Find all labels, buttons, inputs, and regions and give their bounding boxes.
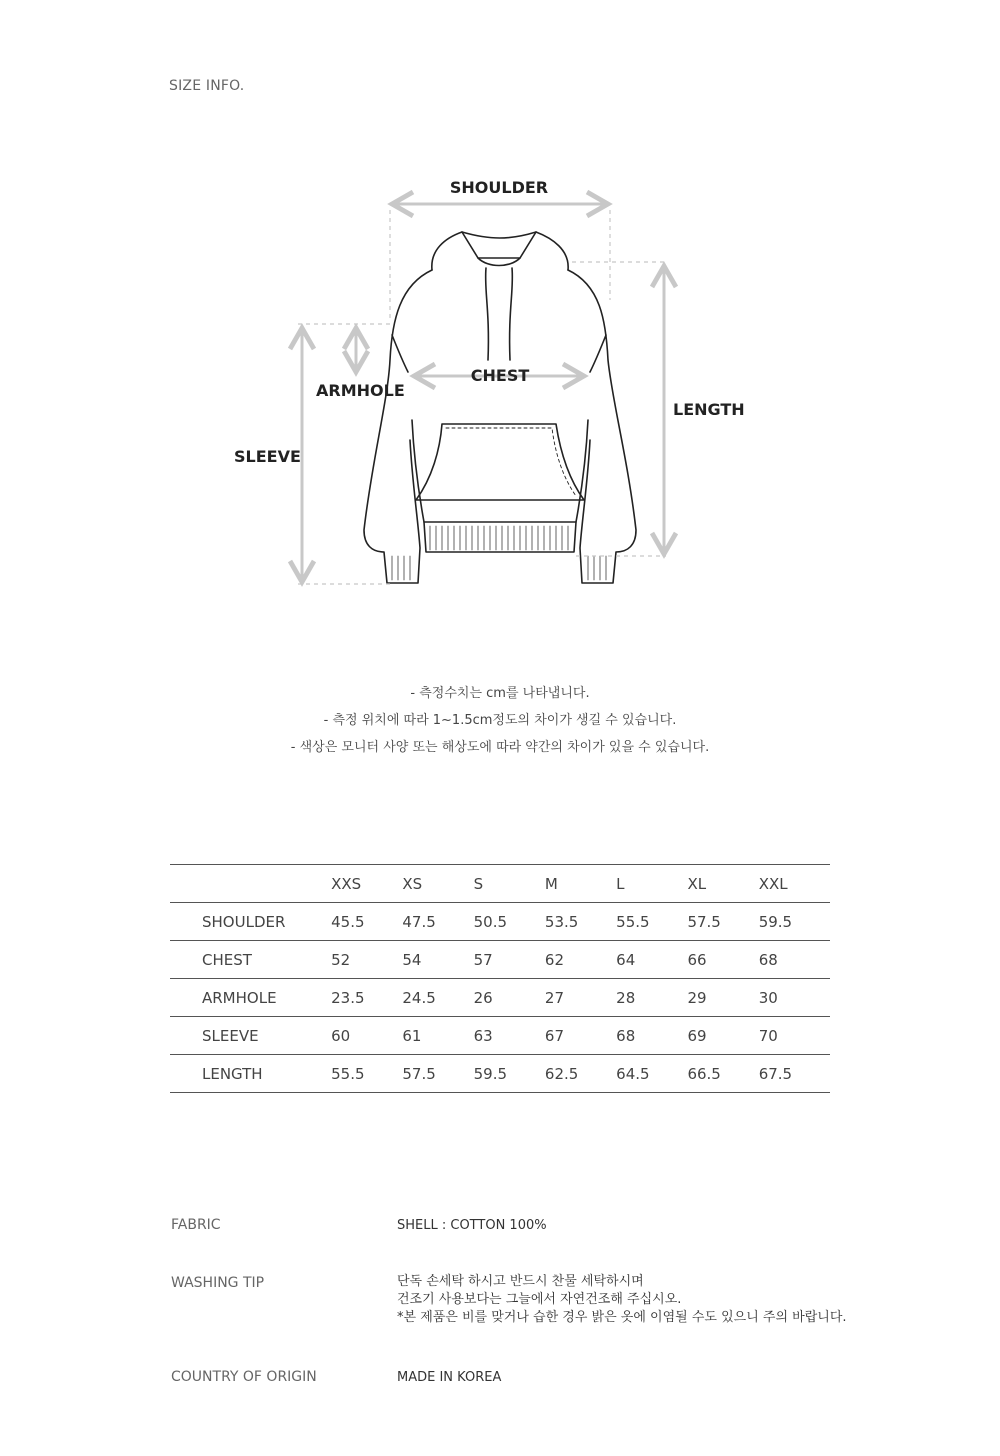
table-cell: 62.5 bbox=[544, 1064, 579, 1083]
origin-label: COUNTRY OF ORIGIN bbox=[171, 1369, 317, 1385]
row-label: SLEEVE bbox=[202, 1026, 259, 1045]
note-line: - 측정 위치에 따라 1~1.5cm정도의 차이가 생길 수 있습니다. bbox=[323, 713, 677, 728]
header-cell: M bbox=[544, 874, 558, 893]
table-cell: 63 bbox=[473, 1026, 493, 1045]
table-cell: 68 bbox=[758, 950, 778, 969]
table-row bbox=[170, 1017, 830, 1055]
table-cell: 28 bbox=[616, 988, 636, 1007]
fabric-value: SHELL : COTTON 100% bbox=[397, 1218, 547, 1233]
header-cell: XXL bbox=[758, 874, 788, 893]
header-cell: XXS bbox=[331, 874, 362, 893]
table-cell: 64.5 bbox=[616, 1064, 650, 1083]
header-cell: XL bbox=[687, 874, 707, 893]
armhole-label: ARMHOLE bbox=[316, 381, 405, 400]
row-label: LENGTH bbox=[202, 1064, 263, 1083]
table-cell: 59.5 bbox=[473, 1064, 508, 1083]
table-cell: 64 bbox=[616, 950, 636, 969]
header-cell bbox=[170, 865, 331, 903]
table-cell: 60 bbox=[331, 1026, 351, 1045]
table-cell: 27 bbox=[544, 988, 564, 1007]
header-cell: S bbox=[473, 874, 484, 893]
table-cell: 61 bbox=[402, 1026, 422, 1045]
row-label: SHOULDER bbox=[202, 912, 286, 931]
fabric-label: FABRIC bbox=[171, 1217, 221, 1233]
note-line: - 색상은 모니터 사양 또는 해상도에 따라 약간의 차이가 있을 수 있습니다. bbox=[290, 740, 710, 755]
table-cell: 47.5 bbox=[402, 912, 436, 931]
washing-tip-text bbox=[397, 1273, 847, 1327]
table-cell: 57.5 bbox=[402, 1064, 436, 1083]
table-cell: 45.5 bbox=[331, 912, 365, 931]
table-cell: 70 bbox=[758, 1026, 778, 1045]
table-cell: 24.5 bbox=[402, 988, 436, 1007]
table-cell: 68 bbox=[616, 1026, 636, 1045]
table-row bbox=[170, 979, 830, 1017]
washing-tip-line: *본 제품은 비를 맞거나 습한 경우 밝은 옷에 이염될 수도 있으니 주의 바랍니다. bbox=[397, 1310, 847, 1325]
origin-value: MADE IN KOREA bbox=[397, 1370, 502, 1385]
table-cell: 59.5 bbox=[758, 912, 793, 931]
size-table-header bbox=[170, 865, 830, 903]
row-label: ARMHOLE bbox=[202, 988, 277, 1007]
table-cell: 69 bbox=[687, 1026, 707, 1045]
hoodie-measurement-diagram bbox=[0, 160, 1000, 600]
table-cell: 26 bbox=[473, 988, 493, 1007]
section-title: SIZE INFO. bbox=[169, 78, 245, 94]
chest-label: CHEST bbox=[470, 366, 530, 385]
table-row bbox=[170, 903, 830, 941]
table-cell: 52 bbox=[331, 950, 351, 969]
washing-tip-line: 건조기 사용보다는 그늘에서 자연건조해 주십시오. bbox=[397, 1292, 682, 1307]
table-cell: 30 bbox=[758, 988, 778, 1007]
header-cell: XS bbox=[402, 874, 423, 893]
hoodie-illustration bbox=[364, 232, 636, 583]
shoulder-label: SHOULDER bbox=[449, 178, 549, 197]
size-table bbox=[170, 864, 830, 1093]
table-cell: 62 bbox=[544, 950, 564, 969]
table-cell: 55.5 bbox=[331, 1064, 365, 1083]
table-row bbox=[170, 1055, 830, 1093]
row-label: CHEST bbox=[202, 950, 252, 969]
sleeve-label: SLEEVE bbox=[234, 447, 301, 466]
table-cell: 67.5 bbox=[758, 1064, 793, 1083]
table-cell: 57.5 bbox=[687, 912, 721, 931]
table-cell: 67 bbox=[544, 1026, 564, 1045]
table-cell: 53.5 bbox=[544, 912, 579, 931]
table-cell: 54 bbox=[402, 950, 422, 969]
header-cell: L bbox=[616, 874, 625, 893]
table-cell: 57 bbox=[473, 950, 493, 969]
length-label: LENGTH bbox=[673, 400, 745, 419]
table-cell: 55.5 bbox=[616, 912, 650, 931]
note-line: - 측정수치는 cm를 나타냅니다. bbox=[410, 686, 590, 701]
table-cell: 23.5 bbox=[331, 988, 365, 1007]
table-cell: 66.5 bbox=[687, 1064, 721, 1083]
table-cell: 50.5 bbox=[473, 912, 508, 931]
measurement-notes bbox=[0, 680, 1000, 761]
table-cell: 66 bbox=[687, 950, 707, 969]
washing-tip-label: WASHING TIP bbox=[171, 1275, 265, 1291]
washing-tip-line: 단독 손세탁 하시고 반드시 찬물 세탁하시며 bbox=[397, 1274, 644, 1289]
table-cell: 29 bbox=[687, 988, 707, 1007]
table-row bbox=[170, 941, 830, 979]
